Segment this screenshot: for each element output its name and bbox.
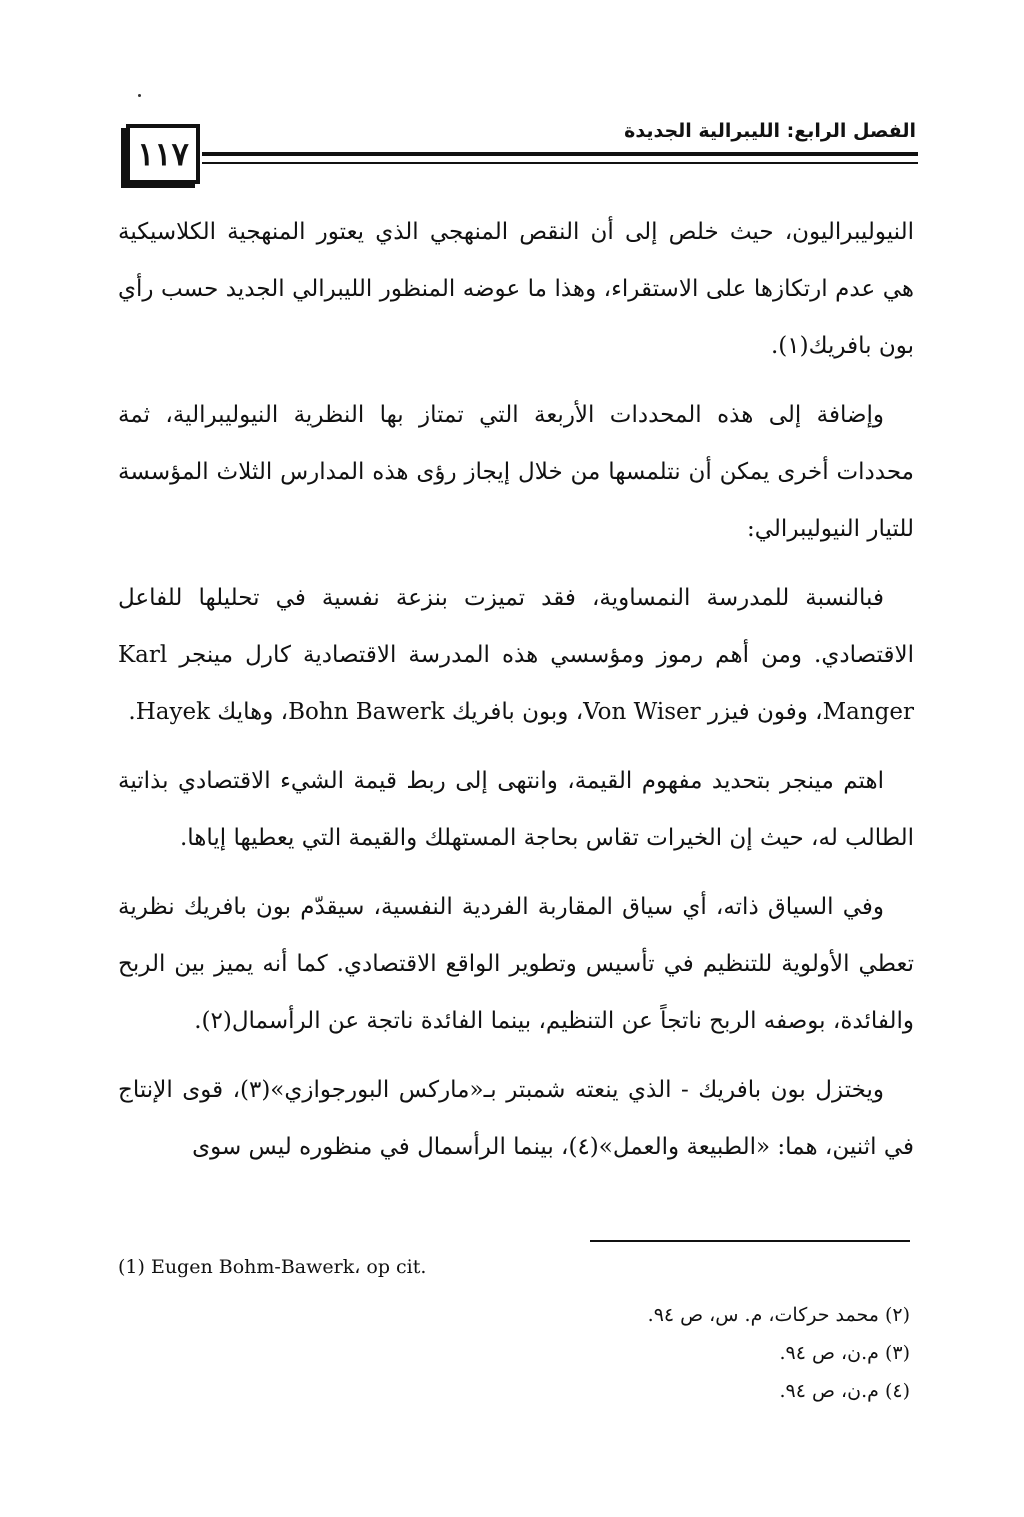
- paragraph: ويختزل بون بافريك - الذي ينعته شمبتر بـ«ماركس البورجوازي»(٣)، قوى الإنتاج في اثنين، هما: «الطبيعة والعمل»(٤)، بينما الرأسمال في منظوره ليس سوى: [118, 1077, 914, 1160]
- page-header: [118, 112, 918, 192]
- footnote-3: (٣) م.ن، ص ٩٤.: [779, 1342, 910, 1364]
- footnote-2: (٢) محمد حركات، م. س، ص ٩٤.: [647, 1304, 910, 1326]
- footnote-1: (1) Eugen Bohm-Bawerk، op cit.: [118, 1256, 427, 1278]
- body-text: [118, 204, 914, 1188]
- footnotes-list: [648, 1296, 910, 1410]
- paragraph: وفي السياق ذاته، أي سياق المقاربة الفردية النفسية، سيقدّم بون بافريك نظرية تعطي الأولوية للتنظيم في تأسيس وتطوير الواقع الاقتصادي. كما أنه يميز بين الربح والفائدة، بوصفه الربح ناتجاً عن التنظيم، بينما الفائدة ناتجة عن الرأسمال(٢).: [118, 894, 914, 1034]
- page-number: ١١٧: [126, 124, 200, 184]
- header-rule: [202, 152, 918, 156]
- paragraph: اهتم مينجر بتحديد مفهوم القيمة، وانتهى إلى ربط قيمة الشيء الاقتصادي بذاتية الطالب له، حيث إن الخيرات تقاس بحاجة المستهلك والقيمة التي يعطيها إياها.: [118, 768, 914, 851]
- paragraph: فبالنسبة للمدرسة النمساوية، فقد تميزت بنزعة نفسية في تحليلها للفاعل الاقتصادي. ومن أهم رموز ومؤسسي هذه المدرسة الاقتصادية كارل مينجر Karl Manger، وفون فيزر Von Wiser، وبون بافريك Bohn Bawerk، وهايك Hayek.: [118, 585, 914, 725]
- paragraph: وإضافة إلى هذه المحددات الأربعة التي تمتاز بها النظرية النيوليبرالية، ثمة محددات أخرى يمكن أن نتلمسها من خلال إيجاز رؤى هذه المدارس الثلاث المؤسسة للتيار النيوليبرالي:: [118, 402, 914, 542]
- header-rule-thin: [202, 162, 918, 164]
- paragraph: النيوليبراليون، حيث خلص إلى أن النقص المنهجي الذي يعتور المنهجية الكلاسيكية هي عدم ارتكازها على الاستقراء، وهذا ما عوضه المنظور الليبرالي الجديد حسب رأي بون بافريك(١).: [118, 219, 914, 359]
- footnote-4: (٤) م.ن، ص ٩٤.: [779, 1380, 910, 1402]
- chapter-title: الفصل الرابع: الليبرالية الجديدة: [624, 120, 916, 142]
- footnote-separator: [590, 1240, 910, 1242]
- page-mark: [138, 94, 141, 97]
